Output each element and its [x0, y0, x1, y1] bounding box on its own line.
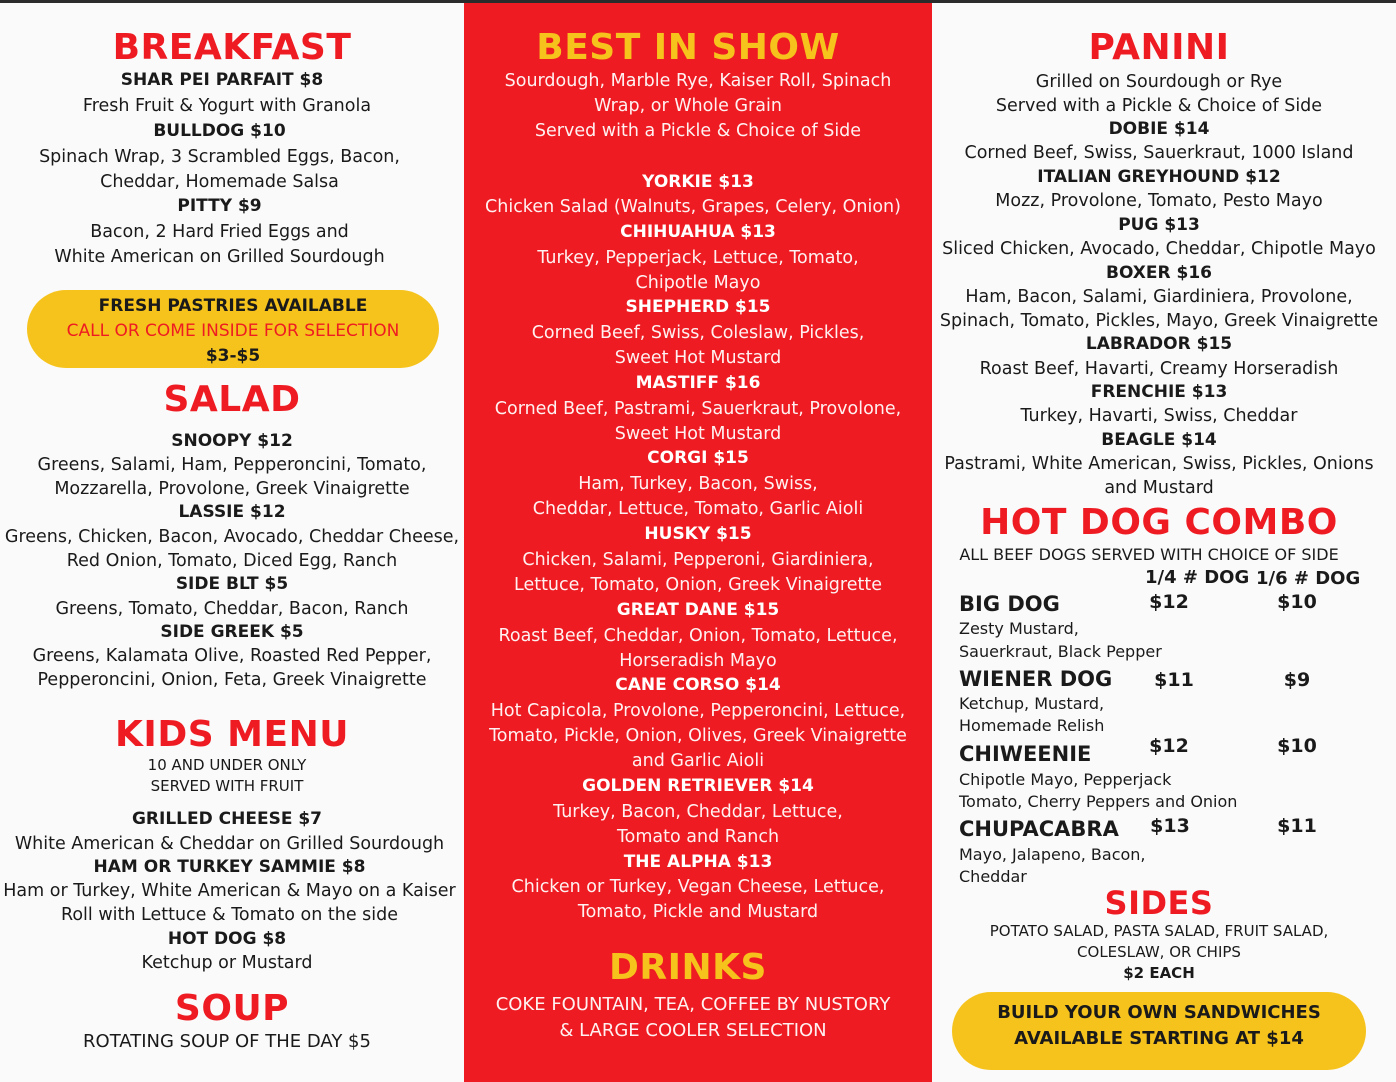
menu-item-desc: Hot Capicola, Provolone, Pepperoncini, Lettuce,: [490, 701, 906, 721]
menu-item-name: MASTIFF $16: [635, 373, 761, 393]
drinks-title: DRINKS: [609, 947, 767, 988]
menu-item-desc: Sweet Hot Mustard: [614, 348, 782, 368]
right-column: [932, 3, 1396, 1082]
menu-item-name: CORGI $15: [647, 448, 749, 468]
menu-item-name: PUG $13: [1118, 215, 1200, 235]
menu-item-name: HUSKY $15: [644, 524, 752, 544]
menu-item-name: SIDE BLT $5: [175, 574, 289, 594]
menu-item-name: SIDE GREEK $5: [160, 622, 304, 642]
menu-item-desc: Chicken, Salami, Pepperoni, Giardiniera,: [522, 550, 874, 570]
sides-title: SIDES: [1104, 884, 1214, 922]
menu-item-name: GREAT DANE $15: [616, 600, 780, 620]
hot-dog-name: CHUPACABRA: [959, 817, 1119, 841]
hot-dog-desc: Chipotle Mayo, Pepperjack: [959, 770, 1172, 789]
hot-dog-desc: Zesty Mustard,: [959, 619, 1079, 638]
soup-title: SOUP: [174, 988, 290, 1029]
menu-item-desc: Spinach, Tomato, Pickles, Mayo, Greek Vinaigrette: [939, 311, 1379, 331]
menu-item-name: GOLDEN RETRIEVER $14: [582, 776, 814, 796]
best-intro: Sourdough, Marble Rye, Kaiser Roll, Spinach: [504, 71, 892, 91]
drinks-line: & LARGE COOLER SELECTION: [559, 1020, 827, 1041]
menu-item-desc: Mozz, Provolone, Tomato, Pesto Mayo: [995, 191, 1323, 211]
menu-item-desc: Turkey, Pepperjack, Lettuce, Tomato,: [537, 248, 859, 268]
menu-item-desc: Red Onion, Tomato, Diced Egg, Ranch: [66, 551, 398, 571]
menu-item-desc: Ham or Turkey, White American & Mayo on a Kaiser: [3, 881, 456, 901]
menu-item-name: BOXER $16: [1105, 263, 1213, 283]
best-in-show-title: BEST IN SHOW: [536, 27, 840, 68]
salad-title: SALAD: [163, 379, 301, 420]
build-line2: AVAILABLE STARTING AT $14: [1014, 1028, 1304, 1049]
pastries-line2: CALL OR COME INSIDE FOR SELECTION: [66, 321, 400, 341]
menu-item-desc: Greens, Chicken, Bacon, Avocado, Cheddar Cheese,: [4, 527, 460, 547]
menu-item-desc: Cheddar, Lettuce, Tomato, Garlic Aioli: [532, 499, 864, 519]
kids-title: KIDS MENU: [115, 714, 349, 755]
menu-item-desc: Chipotle Mayo: [635, 273, 761, 293]
menu-item-desc: Mozzarella, Provolone, Greek Vinaigrette: [54, 479, 410, 499]
menu-item-desc: Pepperoncini, Onion, Feta, Greek Vinaigrette: [37, 670, 427, 690]
menu-item-desc: Tomato, Pickle and Mustard: [577, 902, 819, 922]
menu-item-name: LABRADOR $15: [1085, 334, 1233, 354]
hot-dog-price-quarter: $13: [1150, 815, 1190, 837]
menu-item-desc: Fresh Fruit & Yogurt with Granola: [82, 96, 372, 116]
build-line1: BUILD YOUR OWN SANDWICHES: [997, 1002, 1321, 1023]
best-intro: Served with a Pickle & Choice of Side: [534, 121, 862, 141]
hot-dog-desc: Ketchup, Mustard,: [959, 694, 1105, 713]
menu-item-desc: Sweet Hot Mustard: [614, 424, 782, 444]
hot-dog-price-sixth: $11: [1277, 815, 1317, 837]
menu-item-desc: and Mustard: [1104, 478, 1214, 498]
menu-item-desc: Roll with Lettuce & Tomato on the side: [60, 905, 399, 925]
left-column: [0, 3, 464, 1082]
menu-item-desc: Tomato and Ranch: [616, 827, 780, 847]
pastries-banner: [27, 290, 439, 368]
menu-item-name: SNOOPY $12: [171, 431, 293, 451]
menu-item-name: PITTY $9: [177, 196, 262, 216]
menu-item-name: CHIHUAHUA $13: [620, 222, 776, 242]
hot-dog-price-sixth: $9: [1283, 669, 1311, 691]
menu-item-name: BEAGLE $14: [1101, 430, 1217, 450]
hot-dog-title: HOT DOG COMBO: [980, 502, 1338, 543]
menu-item-name: BULLDOG $10: [153, 121, 286, 141]
menu-item-desc: Ham, Bacon, Salami, Giardiniera, Provolone,: [965, 287, 1353, 307]
menu-item-name: ITALIAN GREYHOUND $12: [1037, 167, 1281, 187]
panini-intro: Grilled on Sourdough or Rye: [1035, 72, 1283, 92]
drinks-line: COKE FOUNTAIN, TEA, COFFEE BY NUSTORY: [495, 994, 891, 1015]
menu-item-name: SHEPHERD $15: [625, 297, 771, 317]
hot-dog-note: ALL BEEF DOGS SERVED WITH CHOICE OF SIDE: [959, 545, 1339, 564]
hot-dog-price-quarter: $12: [1149, 591, 1189, 613]
menu-item-desc: Ketchup or Mustard: [141, 953, 313, 973]
menu-item-name: SHAR PEI PARFAIT $8: [120, 70, 324, 90]
pastries-price: $3-$5: [205, 346, 261, 366]
hot-dog-price-quarter: $11: [1154, 669, 1194, 691]
menu-item-desc: Corned Beef, Swiss, Sauerkraut, 1000 Island: [964, 143, 1354, 163]
menu-item-desc: Greens, Salami, Ham, Pepperoncini, Tomato,: [37, 455, 427, 475]
soup-desc: ROTATING SOUP OF THE DAY $5: [83, 1031, 371, 1052]
menu-item-desc: Greens, Kalamata Olive, Roasted Red Pepper,: [32, 646, 432, 666]
menu-item-desc: Greens, Tomato, Cheddar, Bacon, Ranch: [55, 599, 409, 619]
panini-intro: Served with a Pickle & Choice of Side: [995, 96, 1323, 116]
menu-item-name: HAM OR TURKEY SAMMIE $8: [93, 857, 366, 877]
menu-item-desc: Tomato, Pickle, Onion, Olives, Greek Vinaigrette: [489, 726, 907, 746]
menu-item-desc: White American on Grilled Sourdough: [54, 247, 385, 267]
menu-item-desc: Lettuce, Tomato, Onion, Greek Vinaigrette: [514, 575, 882, 595]
kids-note: 10 AND UNDER ONLY: [147, 756, 307, 774]
hot-dog-name: CHIWEENIE: [959, 742, 1092, 766]
hot-dog-price-sixth: $10: [1277, 735, 1317, 757]
menu-item-desc: Chicken or Turkey, Vegan Cheese, Lettuce,: [511, 877, 885, 897]
hot-dog-name: WIENER DOG: [959, 667, 1113, 691]
hot-dog-price-sixth: $10: [1277, 591, 1317, 613]
hot-dog-desc: Mayo, Jalapeno, Bacon,: [959, 845, 1146, 864]
menu-item-name: HOT DOG $8: [167, 929, 287, 949]
hot-dog-col-quarter: 1/4 # DOG: [1145, 567, 1250, 588]
menu-item-desc: White American & Cheddar on Grilled Sourdough: [14, 834, 445, 854]
sides-line: COLESLAW, OR CHIPS: [1077, 943, 1241, 961]
menu-item-desc: Sliced Chicken, Avocado, Cheddar, Chipotle Mayo: [942, 239, 1376, 259]
hot-dog-col-sixth: 1/6 # DOG: [1256, 568, 1361, 589]
menu-item-name: CANE CORSO $14: [615, 675, 781, 695]
hot-dog-desc: Sauerkraut, Black Pepper: [959, 642, 1162, 661]
menu-item-name: YORKIE $13: [642, 172, 754, 192]
menu-item-desc: Turkey, Havarti, Swiss, Cheddar: [1020, 406, 1298, 426]
menu-item-desc: Spinach Wrap, 3 Scrambled Eggs, Bacon,: [39, 147, 400, 167]
best-intro: Wrap, or Whole Grain: [594, 96, 782, 116]
menu-item-desc: Chicken Salad (Walnuts, Grapes, Celery, Onion): [485, 197, 901, 217]
kids-note: SERVED WITH FRUIT: [150, 777, 304, 795]
menu-item-name: DOBIE $14: [1108, 119, 1210, 139]
sides-price: $2 EACH: [1123, 964, 1195, 982]
build-your-own-banner: [952, 992, 1366, 1070]
menu-item-name: GRILLED CHEESE $7: [131, 809, 323, 829]
menu-item-name: LASSIE $12: [178, 502, 286, 522]
hot-dog-desc: Homemade Relish: [959, 716, 1105, 735]
menu-item-desc: Roast Beef, Havarti, Creamy Horseradish: [979, 359, 1339, 379]
menu-item-desc: Cheddar, Homemade Salsa: [100, 172, 339, 192]
menu-item-desc: Turkey, Bacon, Cheddar, Lettuce,: [553, 802, 843, 822]
hot-dog-price-quarter: $12: [1149, 735, 1189, 757]
menu-item-desc: Corned Beef, Pastrami, Sauerkraut, Provolone,: [494, 399, 902, 419]
middle-column: [464, 3, 932, 1082]
menu-item-desc: Corned Beef, Swiss, Coleslaw, Pickles,: [531, 323, 865, 343]
pastries-line1: FRESH PASTRIES AVAILABLE: [98, 296, 368, 316]
hot-dog-name: BIG DOG: [959, 592, 1060, 616]
menu-item-desc: Ham, Turkey, Bacon, Swiss,: [578, 474, 818, 494]
menu-item-desc: Roast Beef, Cheddar, Onion, Tomato, Lettuce,: [498, 626, 898, 646]
menu-item-desc: Horseradish Mayo: [619, 651, 777, 671]
hot-dog-desc: Cheddar: [959, 867, 1027, 886]
menu-item-name: THE ALPHA $13: [623, 852, 773, 872]
menu-item-desc: Pastrami, White American, Swiss, Pickles, Onions: [944, 454, 1374, 474]
menu-item-desc: and Garlic Aioli: [631, 751, 765, 771]
hot-dog-desc: Tomato, Cherry Peppers and Onion: [959, 792, 1238, 811]
breakfast-title: BREAKFAST: [112, 27, 352, 68]
panini-title: PANINI: [1088, 27, 1230, 68]
sides-line: POTATO SALAD, PASTA SALAD, FRUIT SALAD,: [989, 922, 1329, 940]
menu-item-desc: Bacon, 2 Hard Fried Eggs and: [90, 222, 349, 242]
menu-item-name: FRENCHIE $13: [1090, 382, 1228, 402]
